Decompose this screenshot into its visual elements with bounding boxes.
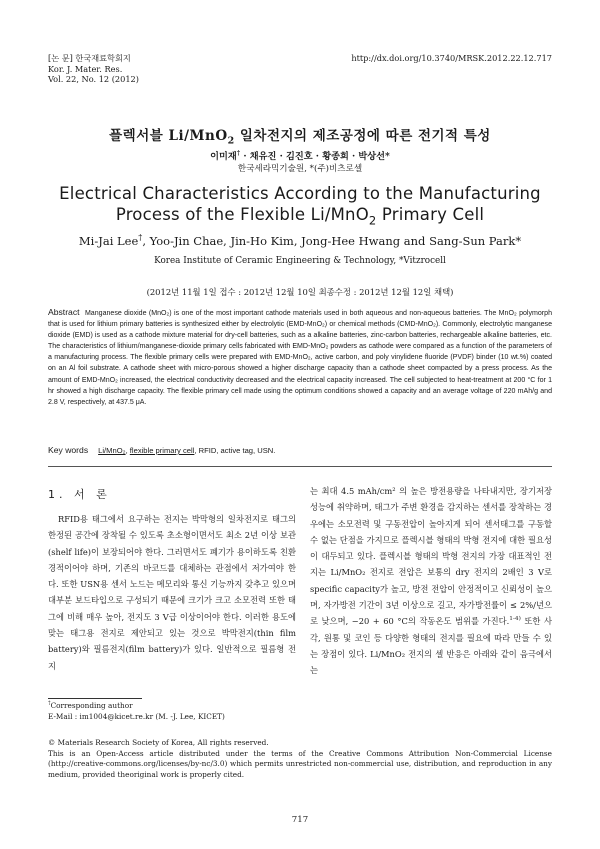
left-column: [48, 511, 296, 674]
keywords: Key words Li/MnO₂, flexible primary cell, RFID, active tag, USN.: [48, 445, 276, 455]
license-block: [48, 738, 552, 780]
footnote-email: E-Mail : im1004@kicet.re.kr (M. -J. Lee, KICET): [48, 712, 225, 721]
journal-header: [48, 53, 139, 85]
korean-title: 플렉서블 Li/MnO$_2$ 일차전지의 제조공정에 따른 전기적 특성: [109, 128, 491, 147]
footnote-divider: [48, 698, 142, 699]
abstract-text: Manganese dioxide (MnO₂) is one of the most important cathode materials used in both aqueous and non-aqueous batteries. The MnO₂ polymorph that is used for lithium primary batteries is synthesized either by electrolytic (EMD-MnO₂) or chemical methods (CMD-MnO₂). Commonly, electrolytic manganese dioxide (EMD) is used as a cathode mixture material for dry-cell batteries, such as a alkaline batteries, zinc-carbon batteries, rechargeable alkaline batteries, etc. The characteristics of lithium/manganese-dioxide primary cells fabricated with EMD-MnO₂ powders as cathode were compared as a function of the parameters of a manufacturing process. The flexible primary cells were prepared with EMD-MnO₂, active carbon, and poly vinylidene fluoride (PVDF) binder (10 wt.%) coated on an Al foil substrate. A cathode sheet with micro-porous showed a higher discharge capacity than a cathode sheet compacted by a press process. As the amount of EMD-MnO₂ increased, the electrical conductivity decreased and the electrical capacity increased. The cell subjected to heat-treatment at 200 °C for 1 hr showed a high discharge capacity. The flexible primary cell made using the optimum conditions showed a capacity and an average voltage of 220 mAh/g and 2.8 V, respectively, at 437.5 μA.: [48, 310, 552, 406]
license-text: This is an Open-Access article distributed under the terms of the Creative Commons Attribution Non-Commercial License (http://creative-commons.org/licenses/by-nc/3.0) which permits unrestricted non-commercial use, distribution, and reproduction in any medium, provided theoriginal work is properly cited.: [48, 748, 552, 779]
reference-citation[interactable]: 1-4): [509, 616, 521, 623]
keyword-link[interactable]: flexible primary cell: [129, 446, 195, 455]
divider: [48, 466, 552, 467]
english-authors: Mi-Jai Lee†, Yoo-Jin Chae, Jin-Ho Kim, Jong-Hee Hwang and Sang-Sun Park*: [78, 233, 522, 248]
footnote-corresponding: †Corresponding author: [48, 700, 133, 710]
copyright-line: © Materials Research Society of Korea, All rights reserved.: [48, 738, 269, 747]
abstract: [48, 307, 552, 408]
page-number: 717: [291, 815, 309, 825]
body-paragraph: 는 최대 4.5 mAh/cm² 의 높은 방전용량을 나타내지만, 장기저장성능에 취약하며, 태그가 주변 환경을 감지하는 센서를 장착하는 경우에는 소모전력 및 구동전압이 높아지게 되어 센서태그를 구동할 수 없는 단점을 가지므로 플렉시블 형태의 박형 전지에 대한 필요성이 대두되고 있다. 플렉시블 형태의 박형 전지의 가장 대표적인 전지는 Li/MnO₂ 전지로 전압은 보통의 dry 전지의 2배인 3 V로 specific capacity가 높고, 방전 전압이 안정적이고 신뢰성이 높으며, 자가방전 기간이 3년 이상으로 길고, 자가방전률이 ≤ 2%/년으로 낮으며, −20 + 60 °C의 작동온도 범위를 가진다.$^{1-4)}$ 또한 사각, 원통 및 코인 등 다양한 형태의 전지를 필요에 따라 만들 수 있는 장점이 있다. Li/MnO₂ 전지의 셀 반응은 아래와 같이 음극에서는: [310, 486, 552, 676]
keywords-label: Key words: [48, 445, 89, 455]
body-paragraph: RFID용 태그에서 요구하는 전지는 박막형의 일차전지로 태그의 한정된 공간에 장착될 수 있도록 초소형이면서도 최소 2년 이상 보관(shelf life)이 보장되어야 한다. 그러면서도 폐기가 용이하도록 친환경적이어야 하며, 기존의 바코드를 대체하는 관점에서 저가여야 한다. 또한 USN용 센서 노드는 메모리와 통신 기능까지 갖추고 있으며 대부분 보드타입으로 구성되기 때문에 크기가 크고 소모전력 또한 태그에 비해 매우 높아, 전지도 3 V급 이상이어야 한다. 이러한 용도에 맞는 태그용 전지로 제안되고 있는 것으로 박막전지(thin film battery)와 필름전지(film battery)가 있다. 일반적으로 필름형 전지: [48, 514, 296, 671]
journal-volume: Vol. 22, No. 12 (2012): [48, 74, 139, 84]
korean-affiliation: 한국세라믹기술원, *(주)비츠로셀: [237, 164, 363, 174]
journal-name: [논 문] 한국재료학회지: [48, 53, 131, 63]
english-affiliation: Korea Institute of Ceramic Engineering & Technology, *Vitzrocell: [154, 256, 446, 266]
section-heading: 1. 서 론: [48, 488, 111, 501]
english-title: Electrical Characteristics According to the Manufacturing Process of the Flexible Li/MnO$_2$ Primary Cell: [59, 184, 541, 228]
doi-link[interactable]: http://dx.doi.org/10.3740/MRSK.2012.22.12.717: [351, 53, 552, 63]
submission-dates: (2012년 11월 1일 접수 : 2012년 12월 10일 최종수정 : 2012년 12월 12일 채택): [146, 287, 454, 297]
keyword-link[interactable]: Li/MnO₂: [98, 446, 126, 455]
korean-authors: 이미재† · 채유진 · 김진호 · 황종희 · 박상선*: [210, 148, 390, 162]
abstract-label: Abstract: [48, 307, 80, 317]
right-column: [310, 483, 552, 679]
journal-abbrev: Kor. J. Mater. Res.: [48, 63, 123, 74]
